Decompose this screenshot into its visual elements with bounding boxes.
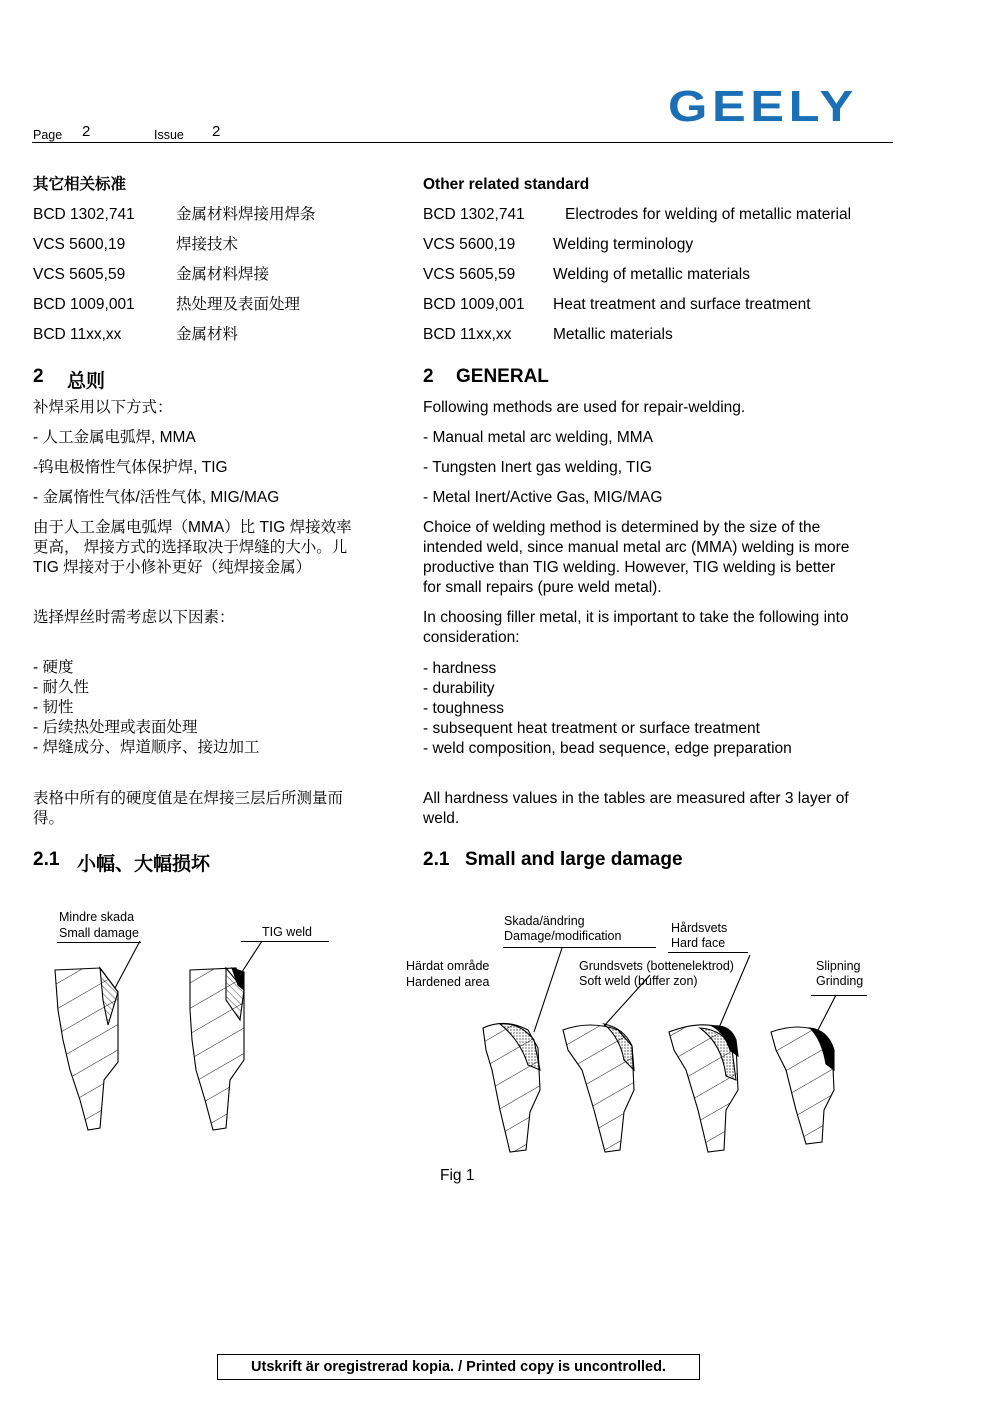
right-factor-item: - toughness bbox=[423, 700, 504, 717]
left-related-title: 其它相关标准 bbox=[33, 176, 127, 193]
fig-label-hardface-en: Hard face bbox=[671, 936, 726, 950]
left-std-name: 热处理及表面处理 bbox=[176, 296, 301, 313]
left-std-code: BCD 1009,001 bbox=[33, 296, 135, 313]
right-hardness-line: weld. bbox=[423, 810, 460, 827]
left-std-name: 金属材料 bbox=[176, 326, 239, 343]
left-hardness-line: 表格中所有的硬度值是在焊接三层后所测量而 bbox=[33, 790, 344, 807]
left-method-item: - 人工金属电弧焊, MMA bbox=[33, 429, 196, 446]
fig-label-hardface-sv: Hårdsvets bbox=[671, 921, 728, 935]
left-std-name: 金属材料焊接用焊条 bbox=[176, 206, 316, 223]
right-std-code: BCD 1009,001 bbox=[423, 296, 525, 313]
fig-label-softweld-en: Soft weld (buffer zon) bbox=[579, 974, 698, 988]
left-filler-intro: 选择焊丝时需考虑以下因素： bbox=[33, 609, 235, 626]
right-factor-item: - weld composition, bead sequence, edge preparation bbox=[423, 740, 792, 757]
part-soft-weld bbox=[563, 1024, 634, 1152]
left-method-item: -钨电极惰性气体保护焊, TIG bbox=[33, 459, 228, 476]
part-tig-weld bbox=[190, 941, 262, 1130]
geely-logo: GEELY bbox=[668, 82, 858, 131]
right-method-item: - Manual metal arc welding, MMA bbox=[423, 429, 653, 446]
left-choice-line: 由于人工金属电弧焊（MMA）比 TIG 焊接效率 bbox=[33, 519, 352, 536]
issue-number: 2 bbox=[212, 123, 221, 140]
fig-label-softweld-sv: Grundsvets (bottenelektrod) bbox=[579, 959, 734, 973]
right-std-name: Electrodes for welding of metallic material bbox=[565, 206, 852, 223]
footer-notice: Utskrift är oregistrerad kopia. / Printed copy is uncontrolled. bbox=[217, 1354, 700, 1380]
right-methods-intro: Following methods are used for repair-welding. bbox=[423, 399, 746, 416]
left-hardness-line: 得。 bbox=[33, 810, 65, 827]
right-std-name: Heat treatment and surface treatment bbox=[553, 296, 811, 313]
right-std-name: Welding of metallic materials bbox=[553, 266, 750, 283]
right-method-item: - Tungsten Inert gas welding, TIG bbox=[423, 459, 652, 476]
right-std-name: Metallic materials bbox=[553, 326, 673, 343]
fig-label-grinding-en: Grinding bbox=[816, 974, 864, 988]
left-std-code: VCS 5605,59 bbox=[33, 266, 126, 283]
left-factor-item: - 后续热处理或表面处理 bbox=[33, 719, 198, 736]
right-related-title: Other related standard bbox=[423, 176, 590, 193]
left-std-name: 焊接技术 bbox=[176, 236, 239, 253]
right-section2-number: 2 bbox=[423, 366, 434, 387]
right-choice-line: for small repairs (pure weld metal). bbox=[423, 579, 662, 596]
left-methods-intro: 补焊采用以下方式： bbox=[33, 399, 173, 416]
right-hardness-line: All hardness values in the tables are measured after 3 layer of bbox=[423, 790, 849, 807]
right-std-code: VCS 5600,19 bbox=[423, 236, 516, 253]
left-std-code: BCD 11xx,xx bbox=[33, 326, 122, 343]
left-factor-item: - 硬度 bbox=[33, 659, 74, 676]
right-factor-item: - subsequent heat treatment or surface treatment bbox=[423, 720, 760, 737]
right-filler-line: In choosing filler metal, it is important to take the following into bbox=[423, 609, 849, 626]
left-section2-number: 2 bbox=[33, 366, 44, 387]
left-choice-line: 更高， 焊接方式的选择取决于焊缝的大小。儿 bbox=[33, 539, 348, 556]
right-choice-line: Choice of welding method is determined by the size of the bbox=[423, 519, 821, 536]
fig-label-tig-weld: TIG weld bbox=[262, 925, 313, 939]
left-method-item: - 金属惰性气体/活性气体, MIG/MAG bbox=[33, 489, 280, 506]
right-choice-line: intended weld, since manual metal arc (MMA) welding is more bbox=[423, 539, 850, 556]
fig-label-hardened-sv: Härdat område bbox=[406, 959, 490, 973]
left-section21-number: 2.1 bbox=[33, 849, 60, 870]
right-section21-number: 2.1 bbox=[423, 849, 450, 870]
right-factor-item: - hardness bbox=[423, 660, 497, 677]
left-factor-item: - 耐久性 bbox=[33, 679, 89, 696]
right-method-item: - Metal Inert/Active Gas, MIG/MAG bbox=[423, 489, 663, 506]
part-hardened-area bbox=[483, 948, 562, 1152]
left-std-code: VCS 5600,19 bbox=[33, 236, 126, 253]
issue-label: Issue bbox=[154, 128, 184, 142]
right-std-name: Welding terminology bbox=[553, 236, 694, 253]
page-label: Page bbox=[33, 128, 63, 142]
fig-label-damage-sv: Skada/ändring bbox=[504, 914, 585, 928]
right-std-code: BCD 1302,741 bbox=[423, 206, 525, 223]
left-choice-line: TIG 焊接对于小修补更好（纯焊接金属） bbox=[33, 559, 312, 576]
right-choice-line: productive than TIG welding. However, TIG welding is better bbox=[423, 559, 836, 576]
right-filler-line: consideration: bbox=[423, 629, 520, 646]
right-section2-title: GENERAL bbox=[456, 366, 549, 387]
right-std-code: VCS 5605,59 bbox=[423, 266, 516, 283]
left-std-name: 金属材料焊接 bbox=[176, 266, 270, 283]
fig-label-small-damage-en: Small damage bbox=[59, 926, 139, 940]
fig-label-hardened-en: Hardened area bbox=[406, 975, 490, 989]
part-small-damage bbox=[55, 941, 140, 1130]
right-section21-title: Small and large damage bbox=[465, 849, 683, 870]
fig-label-damage-en: Damage/modification bbox=[504, 929, 622, 943]
fig-label-grinding-sv: Slipning bbox=[816, 959, 861, 973]
left-factor-item: - 焊缝成分、焊道顺序、接边加工 bbox=[33, 739, 260, 756]
left-factor-item: - 韧性 bbox=[33, 699, 74, 716]
figure-caption: Fig 1 bbox=[440, 1167, 475, 1184]
page-number: 2 bbox=[82, 123, 91, 140]
right-std-code: BCD 11xx,xx bbox=[423, 326, 512, 343]
left-section21-title: 小幅、大幅损坏 bbox=[77, 854, 211, 875]
right-factor-item: - durability bbox=[423, 680, 495, 697]
part-grinding bbox=[771, 995, 836, 1144]
fig-label-small-damage-sv: Mindre skada bbox=[59, 910, 135, 924]
left-section2-title: 总则 bbox=[67, 371, 106, 392]
left-std-code: BCD 1302,741 bbox=[33, 206, 135, 223]
